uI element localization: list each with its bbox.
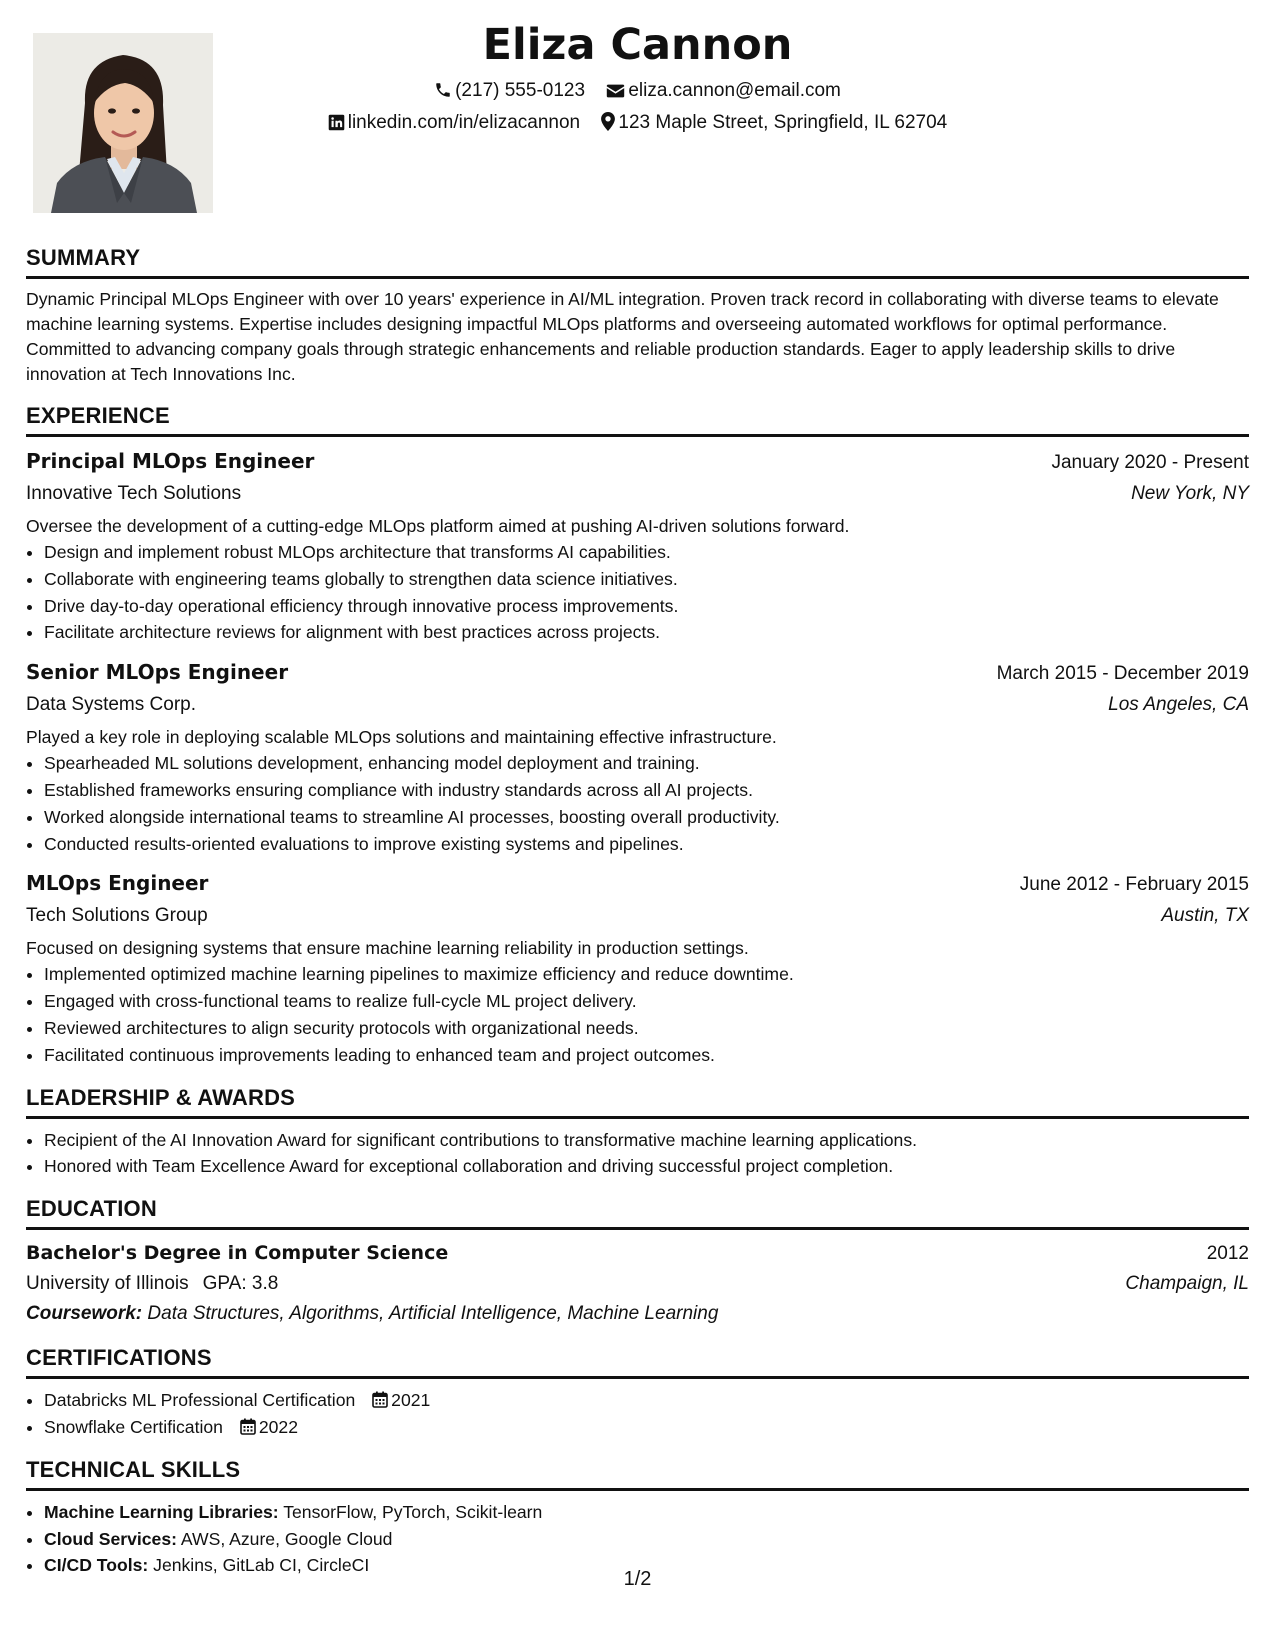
job-entry xyxy=(26,656,1249,857)
job-dates: March 2015 - December 2019 xyxy=(996,663,1249,685)
candidate-name: Eliza Cannon xyxy=(482,20,793,70)
resume-content xyxy=(26,243,1249,1593)
job-bullets xyxy=(26,961,1249,1068)
job-location: Los Angeles, CA xyxy=(1108,694,1249,716)
list-item: • Facilitated continuous improvements leading to enhanced team and project outcomes. xyxy=(44,1042,1249,1069)
contact-line-1 xyxy=(0,80,1275,102)
calendar-icon xyxy=(372,1391,388,1408)
skills-section xyxy=(26,1455,1249,1579)
email-contact[interactable] xyxy=(606,80,841,102)
job-location: Austin, TX xyxy=(1161,905,1249,927)
map-pin-icon xyxy=(601,112,615,131)
experience-section xyxy=(26,401,1249,1069)
skills-heading: TECHNICAL SKILLS xyxy=(26,1455,1249,1491)
list-item xyxy=(44,1387,1249,1414)
job-title: Senior MLOps Engineer xyxy=(26,660,289,685)
job-bullets xyxy=(26,539,1249,646)
education-school-line xyxy=(26,1269,278,1299)
awards-list xyxy=(26,1127,1249,1181)
phone-icon xyxy=(434,81,452,99)
list-item: • Honored with Team Excellence Award for exceptional collaboration and driving successful project completion. xyxy=(44,1153,1249,1180)
certification-year xyxy=(360,1390,430,1410)
certification-year xyxy=(228,1417,298,1437)
job-description: Oversee the development of a cutting-edge MLOps platform aimed at pushing AI-driven solutions forward. xyxy=(26,516,850,536)
education-gpa: GPA: 3.8 xyxy=(202,1273,279,1295)
certifications-list xyxy=(26,1387,1249,1441)
list-item: • Engaged with cross-functional teams to realize full-cycle ML project delivery. xyxy=(44,988,1249,1015)
coursework-list: Data Structures, Algorithms, Artificial Intelligence, Machine Learning xyxy=(147,1303,719,1325)
education-location: Champaign, IL xyxy=(1125,1273,1249,1295)
list-item: • Recipient of the AI Innovation Award for significant contributions to transformative machine learning applications. xyxy=(44,1127,1249,1154)
linkedin-contact[interactable] xyxy=(328,112,580,134)
list-item: • Worked alongside international teams to streamline AI processes, boosting overall productivity. xyxy=(44,804,1249,831)
summary-text: Dynamic Principal MLOps Engineer with over 10 years' experience in AI/ML integration. Proven track record in collaborating with diverse teams to elevate machine learning systems. Expertise includes designing impactful MLOps platforms and overseeing automated workflows for optimal performance. Committed to advancing company goals through strategic enhancements and reliable production standards. Eager to apply leadership skills to drive innovation at Tech Innovations Inc. xyxy=(26,289,1219,384)
job-entry xyxy=(26,445,1249,646)
certification-name: Snowflake Certification xyxy=(44,1416,223,1437)
job-description: Focused on designing systems that ensure machine learning reliability in production settings. xyxy=(26,938,749,959)
linkedin-text[interactable]: linkedin.com/in/elizacannon xyxy=(347,112,581,133)
education-school: University of Illinois xyxy=(26,1273,189,1295)
list-item xyxy=(44,1414,1249,1441)
experience-heading: EXPERIENCE xyxy=(26,401,1249,437)
list-item: • Reviewed architectures to align security protocols with organizational needs. xyxy=(44,1015,1249,1042)
job-company: Tech Solutions Group xyxy=(26,905,208,927)
list-item xyxy=(44,1526,1249,1553)
leadership-heading: LEADERSHIP & AWARDS xyxy=(26,1083,1249,1119)
certifications-heading: CERTIFICATIONS xyxy=(26,1343,1249,1379)
education-year: 2012 xyxy=(1206,1243,1249,1265)
page-number: 1/2 xyxy=(623,1568,652,1590)
certification-year-text: 2022 xyxy=(258,1416,298,1437)
coursework-line xyxy=(26,1299,1249,1329)
linkedin-icon xyxy=(328,114,345,131)
contact-line-2 xyxy=(0,112,1275,134)
job-title: Principal MLOps Engineer xyxy=(26,449,315,473)
education-section xyxy=(26,1194,1249,1329)
skill-label: CI/CD Tools: xyxy=(44,1555,149,1576)
envelope-icon xyxy=(606,83,625,99)
job-company: Innovative Tech Solutions xyxy=(26,483,242,504)
education-heading: EDUCATION xyxy=(26,1194,1249,1230)
list-item: • Implemented optimized machine learning pipelines to maximize efficiency and reduce downtime. xyxy=(44,961,1249,988)
summary-section xyxy=(26,243,1249,387)
calendar-icon xyxy=(240,1418,256,1435)
education-degree: Bachelor's Degree in Computer Science xyxy=(26,1242,449,1265)
job-dates: June 2012 - February 2015 xyxy=(1019,874,1249,896)
list-item: • Established frameworks ensuring compliance with industry standards across all AI projects. xyxy=(44,777,1249,804)
skill-label: Machine Learning Libraries: xyxy=(44,1501,279,1522)
list-item: • Facilitate architecture reviews for alignment with best practices across projects. xyxy=(44,619,1249,646)
certification-name: Databricks ML Professional Certification xyxy=(44,1390,356,1411)
email-text[interactable]: eliza.cannon@email.com xyxy=(628,80,841,101)
list-item: • Drive day-to-day operational efficiency through innovative process improvements. xyxy=(44,593,1249,620)
job-bullets xyxy=(26,750,1249,857)
list-item xyxy=(44,1499,1249,1526)
certification-year-text: 2021 xyxy=(391,1390,431,1411)
job-title: MLOps Engineer xyxy=(26,871,209,896)
leadership-section xyxy=(26,1083,1249,1181)
skill-label: Cloud Services: xyxy=(44,1528,177,1549)
job-entry xyxy=(26,867,1249,1068)
skill-value: TensorFlow, PyTorch, Scikit-learn xyxy=(283,1501,543,1522)
certifications-section xyxy=(26,1343,1249,1441)
address-contact xyxy=(601,112,947,134)
job-company: Data Systems Corp. xyxy=(26,694,196,716)
phone-contact xyxy=(434,80,585,102)
list-item: • Conducted results-oriented evaluations to improve existing systems and pipelines. xyxy=(44,831,1249,858)
skill-value: AWS, Azure, Google Cloud xyxy=(180,1528,393,1549)
list-item: • Collaborate with engineering teams globally to strengthen data science initiatives. xyxy=(44,566,1249,593)
phone-text: (217) 555-0123 xyxy=(455,80,586,101)
job-description: Played a key role in deploying scalable MLOps solutions and maintaining effective infrastructure. xyxy=(26,727,777,748)
address-text: 123 Maple Street, Springfield, IL 62704 xyxy=(618,112,948,133)
skill-value: Jenkins, GitLab CI, CircleCI xyxy=(153,1555,370,1576)
list-item: • Spearheaded ML solutions development, enhancing model deployment and training. xyxy=(44,750,1249,777)
list-item: • Design and implement robust MLOps architecture that transforms AI capabilities. xyxy=(44,539,1249,566)
job-location: New York, NY xyxy=(1131,483,1249,504)
coursework-label: Coursework: xyxy=(26,1303,143,1325)
job-dates: January 2020 - Present xyxy=(1051,452,1249,473)
summary-heading: SUMMARY xyxy=(26,243,1249,279)
